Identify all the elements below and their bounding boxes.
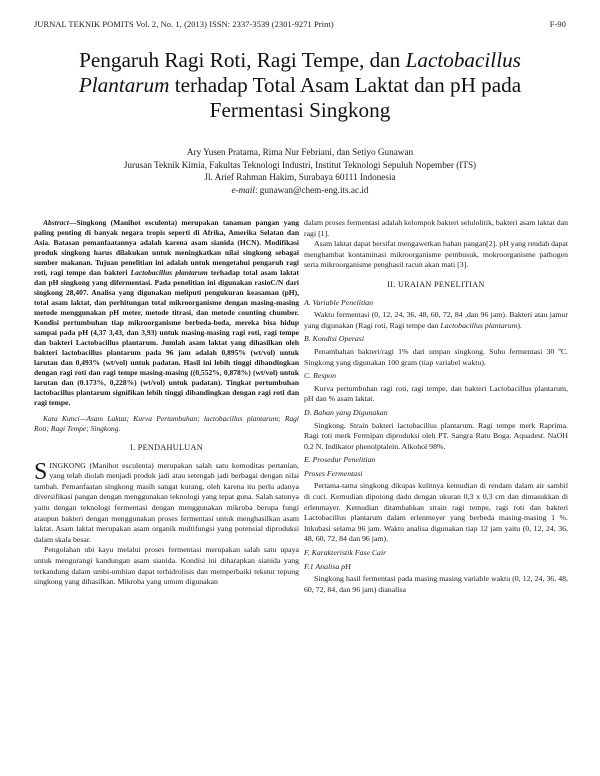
subsection-c-text: Kurva pertumbuhan ragi roti, ragi tempe, dan bakteri Lactobacillus plantarum, pH dan % asam laktat. xyxy=(304,383,568,404)
subsection-d-title: D. Bahan yang Digunakan xyxy=(304,407,388,417)
subsection-e-text: Pertama-tama singkong dikupas kulitnya kemudian di rendam dalam air sambil di cuci. Kemudian dipotong dadu dengan ukuran 0,3 x 0,3 cm dan dimasukkan di erlenmayer. Kemudian ditambahkan strain ragi tempe, ragi roti dan bakteri Lactobacillus plantarum dalam erlenmeyer yang berbeda masing-masing 1 %. Inkubasi selama 96 jam. Waktu analisa digunakan tiap 12 jam yaitu (0, 12, 24, 36, 48, 60, 72, 84 dan 96 jam). xyxy=(304,481,568,544)
subsection-f1-title: F.1 Analisa pH xyxy=(304,561,351,571)
title-line1-a: Pengaruh Ragi Roti, Ragi Tempe, dan xyxy=(79,48,406,72)
title-line2-b: terhadap Total Asam Laktat dan pH pada xyxy=(169,73,522,97)
a-text-2: ). xyxy=(517,320,522,330)
subsection-a-text xyxy=(304,310,568,331)
abstract xyxy=(34,218,299,408)
subsection-e-subtitle: Proses Fermentasi xyxy=(304,468,363,478)
keywords: Kata Kunci—Asam Laktat; Kurva Pertumbuhan; lactobacillus plantarum; Ragi Roti; Ragi Tempe; Singkong. xyxy=(34,414,299,433)
title-line1-b: Lactobacillus xyxy=(405,48,521,72)
author-address: Jl. Arief Rahman Hakim, Surabaya 60111 Indonesia xyxy=(204,172,396,183)
abstract-text: —Singkong (Manihot esculenta) merupakan tanaman pangan yang paling penting di banyak negara tropis seperti di Afrika, Amerika Selatan dan Asia. Batasan pemanfaatannya adalah karena asam sianida (HCN). Modifikasi produk singkong harus dilakukan untuk meningkatkan nilai singkong sebagai sumber makanan. Tujuan penelitian ini adalah untuk mengetahui pengaruh ragi roti, ragi tempe dan bakteri xyxy=(34,218,299,277)
drop-cap: S xyxy=(34,458,48,485)
abstract-term: Lactobacillus plantarum xyxy=(130,268,208,277)
subsection-f1-text: Singkong hasil fermentasi pada masing masing variable waktu (0, 12, 24, 36, 48, 60, 72, 84, dan 96 jam) dianalisa xyxy=(304,574,568,594)
paper-title xyxy=(30,48,570,123)
author-email[interactable]: : gunawan@chem-eng.its.ac.id xyxy=(254,184,369,195)
subsection-d-text: Singkong. Strain bakteri lactobacillus plantarum. Ragi tempe merk Raprima. Ragi roti merk Fermipan diproduksi oleh PT. Sangra Ratu Boga. Aquadest. NaOH 0,2 N. Indikator phenolptalein. Alkohol 98%. xyxy=(304,420,568,451)
right-paragraph-2: Asam laktat dapat bersifat mengawetkan bahan pangan[2]. pH yang rendah dapat menghambat kontaminasi mikroorganisme pembusuk, mokroorganisme pathogen serta mikroorganisme penghasil racun akan mati [3]. xyxy=(304,239,568,270)
author-block xyxy=(30,146,570,196)
subsection-f-title: F. Karakteristik Fase Cair xyxy=(304,548,387,558)
abstract-label: Abstract xyxy=(43,218,69,227)
section-heading-intro: I. PENDAHULUAN xyxy=(130,443,203,452)
intro-paragraph-1 xyxy=(34,458,299,546)
a-text-1: Waktu fermentasi (0, 12, 24, 36, 48, 60, 72, 84 ,dan 96 jam). Bakteri atau jamur yang digunakan (Ragi roti, Ragi tempe dan xyxy=(304,310,568,330)
subsection-a-title: A. Variable Penelitian xyxy=(304,297,374,307)
section-heading-methods: II. URAIAN PENELITIAN xyxy=(387,279,485,289)
title-line3: Fermentasi Singkong xyxy=(209,98,391,122)
right-paragraph-1: dalam proses fermentasi adalah kelompok bakteri selulolitik, bakteri asam laktat dan ragi [1]. xyxy=(304,218,568,238)
subsection-b-title: B. Kondisi Operasi xyxy=(304,334,364,344)
email-label: e-mail xyxy=(231,184,255,195)
author-affiliation: Jurusan Teknik Kimia, Fakultas Teknologi Industri, Institut Teknologi Sepuluh Nopember (ITS) xyxy=(123,159,477,170)
running-header xyxy=(34,20,566,32)
page-number: F-90 xyxy=(549,20,566,29)
author-email-line xyxy=(30,184,570,197)
author-names: Ary Yusen Pratama, Rima Nur Febriani, dan Setiyo Gunawan xyxy=(186,147,414,157)
a-text-italic: Lactobacillus plantarum xyxy=(440,320,518,330)
intro-text-1: INGKONG (Manihot esculenta) merupakan salah satu komoditas pertanian, yang telah diolah menjadi produk jadi atau setengah jadi berbagai dengan nilai tambah. Pemanfaatan singkong masih sangat kurang, oleh karena itu perlu adanya diversifikasi pangan dengan menggunakan teknologi yang tepat guna. Salah satunya yaitu dengan teknologi fermentasi dengan menggunakan mikroba berupa fungi ataupun bakteri dengan menggunakan proses fermentasi untuk menghasilkan asam laktat. Asam laktat merupakan asam organik multifungsi yang potensial diproduksi dalam skala besar. xyxy=(34,460,299,544)
left-column xyxy=(34,218,299,588)
subsection-e-title: E. Prosedur Penelitian xyxy=(304,455,376,465)
subsection-c-title: C. Respon xyxy=(304,371,337,381)
title-line2-a: Plantarum xyxy=(78,73,170,97)
abstract-text-2: terhadap total asam laktat dan pH singkong yang difermentasi. Pada penelitian ini digunakan rasioC/N dari singkong 28,407. Analisa yang digunakan meliputi pengukuran keasaman (pH), total asam laktat, dan perhitungan total mikroorganisme dengan masing-masing metode menggunakan pH meter, metode titrasi, dan metode counting chumber. Kondisi pertumbuhan tiap mikroorganisme berbeda-beda, mereka bisa hidup sampai pada pH (4,37 3,43, dan 3,93) untuk masing-masing ragi roti, ragi tempe dan bakteri Lactobacillus plantarum. Jumlah asam laktat yang dihasilkan oleh bakteri lactobacillus plantarum pada 96 jam adalah 0,895% (wt/vol) untuk larutan dan 0,493% (wt/vol) untuk padatan. Hasil ini lebih tinggi dibandingkan dengan ragi roti dan ragi tempe masing-masing ((0,552%, 0,878%) (wt/vol) untuk larutan dan (0.173%, 0,228%) (wt/vol) untuk padatan). Tingkat pertumbuhan lactobacillus plantarum signifikan lebih tinggi dibandingkan dengan ragi roti dan ragi tempe. xyxy=(34,268,300,407)
intro-paragraph-2: Pengolahan ubi kayu melalui proses fermentasi merupakan salah satu upaya untuk mengurangi kandungan asam sianida. Kondisi ini diharapkan sianida yang terkandung dalam umbi-umbian dapat terhidrolisis dan memperbaiki tekstur tepung singkong yang dihasilkan. Mikroba yang umum digunakan xyxy=(34,545,299,587)
subsection-b-text: Penambahan bakteri/ragi 1% dari umpan singkong. Suhu fermentasi 30 ºC. Singkong yang digunakan 100 gram (tiap variabel waktu). xyxy=(304,346,568,367)
right-column xyxy=(304,218,568,595)
journal-info: JURNAL TEKNIK POMITS Vol. 2, No. 1, (2013) ISSN: 2337-3539 (2301-9271 Print) xyxy=(34,20,334,29)
